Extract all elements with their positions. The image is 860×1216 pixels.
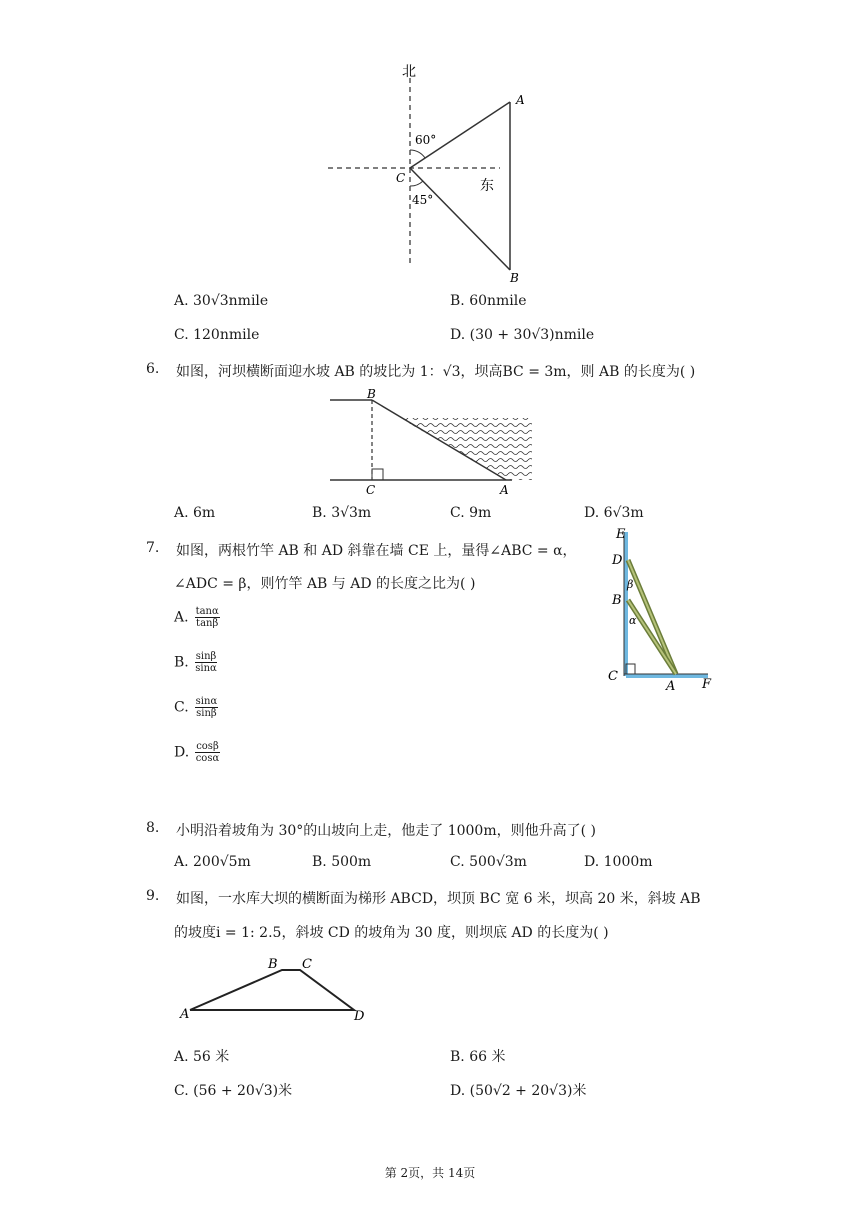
q6-option-d[interactable]: D. 6√3m: [584, 505, 644, 521]
label-e: E: [616, 527, 626, 542]
q8-option-d[interactable]: D. 1000m: [584, 854, 653, 870]
q6-option-b[interactable]: B. 3√3m: [312, 505, 372, 521]
q9-option-b[interactable]: B. 66 米: [450, 1049, 506, 1065]
label-b: B: [510, 271, 519, 285]
q7-option-c[interactable]: [174, 696, 218, 719]
q8-option-c[interactable]: C. 500√3m: [450, 854, 527, 870]
q7-option-d[interactable]: [174, 741, 220, 764]
q5-option-c[interactable]: C. 120nmile: [174, 327, 260, 343]
option-label: A.: [174, 609, 189, 626]
option-label: D.: [174, 744, 190, 761]
label-c: C: [608, 669, 618, 684]
q6-stem: 如图，河坝横断面迎水坡 AB 的坡比为 1：√3，坝高BC = 3m，则 AB 的长度为( ): [176, 364, 696, 380]
q9-option-c[interactable]: C. (56 + 20√3)米: [174, 1083, 293, 1099]
numerator: sinβ: [195, 651, 217, 662]
fraction: [195, 606, 220, 629]
trapezoid-abcd: [190, 970, 354, 1010]
water-area: [400, 418, 532, 480]
angle-45-arc: [410, 181, 423, 186]
label-f: F: [702, 677, 712, 692]
q9-stem-line2: 的坡度i = 1: 2.5，斜坡 CD 的坡角为 30 度，则坝底 AD 的长度为( ): [174, 925, 609, 941]
denominator: cosα: [195, 753, 220, 764]
fraction: [195, 696, 219, 719]
q9-option-a[interactable]: A. 56 米: [174, 1049, 230, 1065]
q9-figure: [178, 952, 378, 1026]
label-b: B: [612, 593, 622, 608]
label-alpha: α: [629, 614, 637, 627]
q5-figure: [320, 58, 540, 286]
q6-number: 6.: [146, 361, 160, 377]
label-45: 45°: [412, 193, 434, 207]
label-c: C: [366, 483, 376, 497]
denominator: sinβ: [196, 708, 217, 719]
label-c: C: [302, 957, 312, 972]
denominator: sinα: [195, 663, 217, 674]
q7-option-b[interactable]: [174, 651, 217, 674]
label-north: 北: [402, 64, 416, 80]
label-a: A: [666, 679, 676, 694]
fraction: [195, 741, 220, 764]
label-b: B: [268, 957, 278, 972]
label-c: C: [396, 171, 406, 185]
q6-option-c[interactable]: C. 9m: [450, 505, 492, 521]
q7-number: 7.: [146, 540, 160, 556]
q7-stem-line2: ∠ADC = β，则竹竿 AB 与 AD 的长度之比为( ): [174, 576, 476, 592]
q8-option-b[interactable]: B. 500m: [312, 854, 372, 870]
label-a: A: [500, 483, 509, 497]
q9-stem-line1: 如图，一水库大坝的横断面为梯形 ABCD，坝顶 BC 宽 6 米，坝高 20 米，斜坡 AB: [176, 891, 701, 907]
label-d: D: [354, 1009, 365, 1024]
label-a: A: [180, 1007, 190, 1022]
page-footer: 第 2页，共 14页: [384, 1166, 476, 1180]
label-east: 东: [480, 178, 494, 194]
option-label: B.: [174, 654, 189, 671]
q8-stem: 小明沿着坡角为 30°的山坡向上走，他走了 1000m，则他升高了( ): [176, 823, 596, 839]
q6-figure: [328, 386, 538, 498]
q7-figure: [604, 526, 724, 694]
q9-number: 9.: [146, 888, 160, 904]
numerator: sinα: [195, 696, 218, 707]
q5-option-d[interactable]: D. (30 + 30√3)nmile: [450, 327, 595, 343]
label-a: A: [516, 93, 525, 107]
q6-option-a[interactable]: A. 6m: [174, 505, 216, 521]
numerator: cosβ: [196, 741, 219, 752]
segment-cb: [410, 168, 510, 270]
q8-number: 8.: [146, 820, 160, 836]
label-beta: β: [627, 578, 634, 591]
q7-stem-line1: 如图，两根竹竿 AB 和 AD 斜靠在墙 CE 上，量得∠ABC = α，: [176, 543, 577, 559]
numerator: tanα: [195, 606, 219, 617]
q9-option-d[interactable]: D. (50√2 + 20√3)米: [450, 1083, 587, 1099]
label-b: B: [367, 387, 376, 401]
label-60: 60°: [415, 133, 437, 147]
option-label: C.: [174, 699, 189, 716]
q7-option-a[interactable]: [174, 606, 220, 629]
q5-option-b[interactable]: B. 60nmile: [450, 293, 527, 309]
q8-option-a[interactable]: A. 200√5m: [174, 854, 251, 870]
denominator: tanβ: [196, 618, 219, 629]
q5-option-a[interactable]: A. 30√3nmile: [174, 293, 269, 309]
angle-60-arc: [410, 150, 425, 158]
label-d: D: [612, 553, 623, 568]
fraction: [195, 651, 218, 674]
right-angle-mark: [372, 469, 383, 480]
